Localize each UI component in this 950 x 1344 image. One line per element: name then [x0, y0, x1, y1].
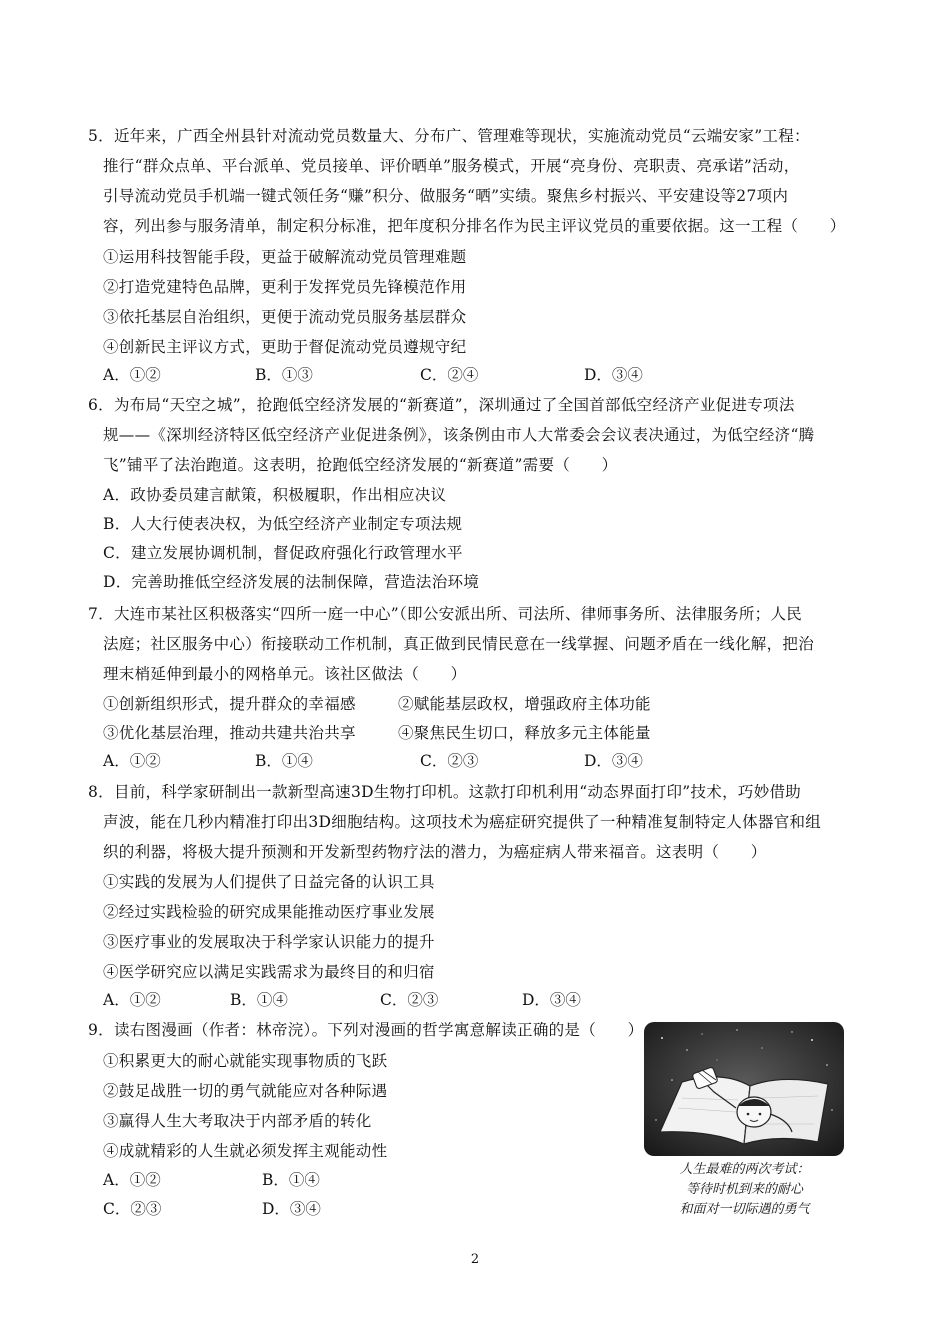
- question-7-statement-1: ①创新组织形式，提升群众的幸福感: [103, 695, 356, 713]
- question-9-statement-1: ①积累更大的耐心就能实现事物质的飞跃: [103, 1052, 388, 1070]
- question-8-statement-1: ①实践的发展为人们提供了日益完备的认识工具: [103, 873, 435, 891]
- question-9-statement-3: ③赢得人生大考取决于内部矛盾的转化: [103, 1112, 372, 1130]
- question-5-option-d[interactable]: D．③④: [584, 366, 643, 384]
- question-7-statement-3: ③优化基层治理，推动共建共治共享: [103, 724, 356, 742]
- question-9-statement-4: ④成就精彩的人生就必须发挥主观能动性: [103, 1142, 388, 1160]
- question-7-statement-2: ②赋能基层政权，增强政府主体功能: [398, 695, 651, 713]
- question-9-option-d[interactable]: D．③④: [262, 1200, 321, 1218]
- question-7-option-d[interactable]: D．③④: [584, 752, 643, 770]
- question-5-stem-line-3: 引导流动党员手机端一键式领任务“赚”积分、做服务“晒”实绩。聚焦乡村振兴、平安建设等27项内: [103, 187, 789, 205]
- question-5-statement-1: ①运用科技智能手段，更益于破解流动党员管理难题: [103, 248, 467, 266]
- question-8-statement-3: ③医疗事业的发展取决于科学家认识能力的提升: [103, 933, 435, 951]
- question-5-stem-line-4: 容，列出参与服务清单，制定积分标准，把年度积分排名作为民主评议党员的重要依据。这一工程（ ）: [103, 217, 846, 235]
- question-8-option-c[interactable]: C．②③: [380, 991, 439, 1009]
- cartoon-caption-line-2: 等待时机到来的耐心: [685, 1182, 803, 1197]
- question-8-statement-2: ②经过实践检验的研究成果能推动医疗事业发展: [103, 903, 435, 921]
- question-7-stem-line-3: 理末梢延伸到最小的网格单元。该社区做法（ ）: [103, 665, 467, 683]
- question-9-option-c[interactable]: C．②③: [103, 1200, 162, 1218]
- cartoon-caption-line-1: 人生最难的两次考试：: [679, 1162, 810, 1177]
- question-8-option-b[interactable]: B．①④: [230, 991, 288, 1009]
- question-8-stem-line-2: 声波，能在几秒内精准打印出3D细胞结构。这项技术为癌症研究提供了一种精准复制特定人体器官和组: [103, 813, 822, 831]
- cartoon-drawing: [642, 1020, 847, 1160]
- question-7-stem-line-2: 法庭；社区服务中心）衔接联动工作机制，真正做到民情民意在一线掌握、问题矛盾在一线化解，把治: [103, 635, 815, 653]
- question-9-option-a[interactable]: A．①②: [103, 1171, 161, 1189]
- question-9-statement-2: ②鼓足战胜一切的勇气就能应对各种际遇: [103, 1082, 388, 1100]
- question-9-stem-line-1: 9．读右图漫画（作者：林帝浣）。下列对漫画的哲学寓意解读正确的是（ ）: [88, 1021, 644, 1039]
- question-6-stem-line-2: 规——《深圳经济特区低空经济产业促进条例》，该条例由市人大常委会会议表决通过，为低空经济“腾: [103, 426, 815, 444]
- question-5-statement-2: ②打造党建特色品牌，更利于发挥党员先锋模范作用: [103, 278, 467, 296]
- question-6-option-d[interactable]: D．完善助推低空经济发展的法制保障，营造法治环境: [103, 573, 480, 591]
- question-8-option-a[interactable]: A．①②: [103, 991, 161, 1009]
- question-6-option-b[interactable]: B．人大行使表决权，为低空经济产业制定专项法规: [103, 515, 463, 533]
- question-7-stem-line-1: 7．大连市某社区积极落实“四所一庭一中心”（即公安派出所、司法所、律师事务所、法律服务所；人民: [88, 605, 803, 623]
- question-6-option-a[interactable]: A．政协委员建言献策，积极履职，作出相应决议: [103, 486, 447, 504]
- question-7-statement-4: ④聚焦民生切口，释放多元主体能量: [398, 724, 651, 742]
- question-8-stem-line-3: 织的利器，将极大提升预测和开发新型药物疗法的潜力，为癌症病人带来福音。这表明（ ）: [103, 843, 767, 861]
- question-8-option-d[interactable]: D．③④: [522, 991, 581, 1009]
- question-5-option-a[interactable]: A．①②: [103, 366, 161, 384]
- cartoon-illustration: [642, 1020, 847, 1222]
- question-5-stem-line-2: 推行“群众点单、平台派单、党员接单、评价晒单”服务模式，开展“亮身份、亮职责、亮承诺”活动，: [103, 157, 800, 175]
- question-6-option-c[interactable]: C．建立发展协调机制，督促政府强化行政管理水平: [103, 544, 463, 562]
- question-9-option-b[interactable]: B．①④: [262, 1171, 320, 1189]
- cartoon-caption-line-3: 和面对一切际遇的勇气: [679, 1202, 810, 1217]
- question-7-option-c[interactable]: C．②③: [420, 752, 479, 770]
- question-7-option-a[interactable]: A．①②: [103, 752, 161, 770]
- question-6-stem-line-1: 6．为布局“天空之城”，抢跑低空经济发展的“新赛道”，深圳通过了全国首部低空经济产业促进专项法: [88, 396, 795, 414]
- page-number: 2: [470, 1252, 480, 1267]
- question-5-statement-3: ③依托基层自治组织，更便于流动党员服务基层群众: [103, 308, 467, 326]
- question-5-statement-4: ④创新民主评议方式，更助于督促流动党员遵规守纪: [103, 338, 467, 356]
- question-5-stem-line-1: 5．近年来，广西全州县针对流动党员数量大、分布广、管理难等现状，实施流动党员“云端安家”工程：: [88, 127, 810, 145]
- question-6-stem-line-3: 飞”铺平了法治跑道。这表明，抢跑低空经济发展的“新赛道”需要（ ）: [103, 456, 618, 474]
- question-7-option-b[interactable]: B．①④: [255, 752, 313, 770]
- question-5-option-c[interactable]: C．②④: [420, 366, 479, 384]
- question-5-option-b[interactable]: B．①③: [255, 366, 313, 384]
- question-8-stem-line-1: 8．目前，科学家研制出一款新型高速3D生物打印机。这款打印机利用“动态界面打印”技术，巧妙借助: [88, 783, 802, 801]
- question-8-statement-4: ④医学研究应以满足实践需求为最终目的和归宿: [103, 963, 435, 981]
